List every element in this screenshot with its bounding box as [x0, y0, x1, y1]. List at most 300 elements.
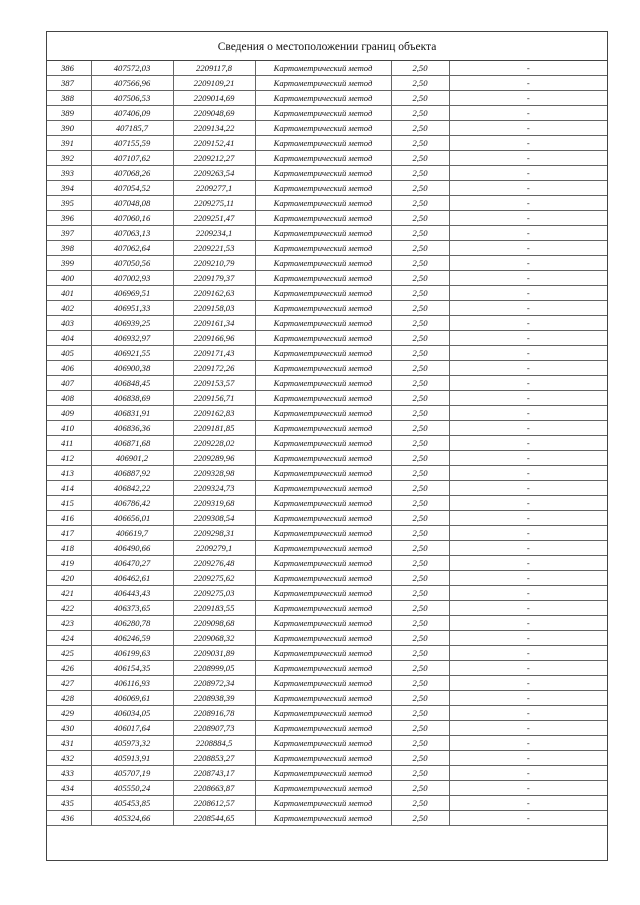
- y-coordinate-cell: 2209172,26: [173, 361, 255, 376]
- y-coordinate-cell: 2209275,62: [173, 571, 255, 586]
- note-cell: -: [449, 721, 607, 736]
- accuracy-cell: 2,50: [391, 406, 449, 421]
- method-cell: Картометрический метод: [255, 556, 391, 571]
- y-coordinate-cell: 2209171,43: [173, 346, 255, 361]
- method-cell: Картометрический метод: [255, 91, 391, 106]
- point-number-cell: 424: [47, 631, 91, 646]
- table-row: [47, 196, 607, 211]
- method-cell: Картометрический метод: [255, 61, 391, 76]
- note-cell: -: [449, 346, 607, 361]
- table-row: [47, 616, 607, 631]
- note-cell: -: [449, 571, 607, 586]
- y-coordinate-cell: 2209117,8: [173, 61, 255, 76]
- accuracy-cell: 2,50: [391, 331, 449, 346]
- method-cell: Картометрический метод: [255, 196, 391, 211]
- x-coordinate-cell: 406887,92: [91, 466, 173, 481]
- coordinates-table-body: [47, 61, 607, 826]
- table-row: [47, 376, 607, 391]
- table-row: [47, 451, 607, 466]
- x-coordinate-cell: 405913,91: [91, 751, 173, 766]
- y-coordinate-cell: 2208972,34: [173, 676, 255, 691]
- point-number-cell: 418: [47, 541, 91, 556]
- accuracy-cell: 2,50: [391, 661, 449, 676]
- point-number-cell: 406: [47, 361, 91, 376]
- point-number-cell: 387: [47, 76, 91, 91]
- note-cell: -: [449, 91, 607, 106]
- y-coordinate-cell: 2208663,87: [173, 781, 255, 796]
- table-row: [47, 151, 607, 166]
- table-row: [47, 556, 607, 571]
- y-coordinate-cell: 2209319,68: [173, 496, 255, 511]
- x-coordinate-cell: 406373,65: [91, 601, 173, 616]
- y-coordinate-cell: 2209263,54: [173, 166, 255, 181]
- x-coordinate-cell: 406199,63: [91, 646, 173, 661]
- table-row: [47, 211, 607, 226]
- accuracy-cell: 2,50: [391, 346, 449, 361]
- note-cell: -: [449, 601, 607, 616]
- accuracy-cell: 2,50: [391, 481, 449, 496]
- x-coordinate-cell: 406619,7: [91, 526, 173, 541]
- point-number-cell: 417: [47, 526, 91, 541]
- point-number-cell: 399: [47, 256, 91, 271]
- accuracy-cell: 2,50: [391, 256, 449, 271]
- table-row: [47, 301, 607, 316]
- table-row: [47, 691, 607, 706]
- table-row: [47, 346, 607, 361]
- accuracy-cell: 2,50: [391, 571, 449, 586]
- x-coordinate-cell: 406069,61: [91, 691, 173, 706]
- point-number-cell: 434: [47, 781, 91, 796]
- y-coordinate-cell: 2209109,21: [173, 76, 255, 91]
- table-row: [47, 631, 607, 646]
- accuracy-cell: 2,50: [391, 496, 449, 511]
- x-coordinate-cell: 406831,91: [91, 406, 173, 421]
- y-coordinate-cell: 2209098,68: [173, 616, 255, 631]
- y-coordinate-cell: 2208916,78: [173, 706, 255, 721]
- x-coordinate-cell: 407155,59: [91, 136, 173, 151]
- point-number-cell: 407: [47, 376, 91, 391]
- accuracy-cell: 2,50: [391, 691, 449, 706]
- y-coordinate-cell: 2209014,69: [173, 91, 255, 106]
- x-coordinate-cell: 406901,2: [91, 451, 173, 466]
- point-number-cell: 430: [47, 721, 91, 736]
- point-number-cell: 415: [47, 496, 91, 511]
- accuracy-cell: 2,50: [391, 616, 449, 631]
- x-coordinate-cell: 405324,66: [91, 811, 173, 826]
- x-coordinate-cell: 407063,13: [91, 226, 173, 241]
- x-coordinate-cell: 406280,78: [91, 616, 173, 631]
- note-cell: -: [449, 646, 607, 661]
- accuracy-cell: 2,50: [391, 721, 449, 736]
- table-row: [47, 286, 607, 301]
- table-row: [47, 181, 607, 196]
- method-cell: Картометрический метод: [255, 616, 391, 631]
- y-coordinate-cell: 2208544,65: [173, 811, 255, 826]
- method-cell: Картометрический метод: [255, 181, 391, 196]
- point-number-cell: 400: [47, 271, 91, 286]
- note-cell: -: [449, 586, 607, 601]
- accuracy-cell: 2,50: [391, 181, 449, 196]
- table-row: [47, 361, 607, 376]
- point-number-cell: 405: [47, 346, 91, 361]
- method-cell: Картометрический метод: [255, 421, 391, 436]
- x-coordinate-cell: 407002,93: [91, 271, 173, 286]
- accuracy-cell: 2,50: [391, 316, 449, 331]
- table-row: [47, 391, 607, 406]
- method-cell: Картометрический метод: [255, 646, 391, 661]
- table-row: [47, 271, 607, 286]
- method-cell: Картометрический метод: [255, 436, 391, 451]
- point-number-cell: 393: [47, 166, 91, 181]
- note-cell: -: [449, 436, 607, 451]
- method-cell: Картометрический метод: [255, 721, 391, 736]
- point-number-cell: 408: [47, 391, 91, 406]
- accuracy-cell: 2,50: [391, 301, 449, 316]
- method-cell: Картометрический метод: [255, 736, 391, 751]
- method-cell: Картометрический метод: [255, 346, 391, 361]
- accuracy-cell: 2,50: [391, 526, 449, 541]
- note-cell: -: [449, 481, 607, 496]
- y-coordinate-cell: 2209279,1: [173, 541, 255, 556]
- point-number-cell: 433: [47, 766, 91, 781]
- method-cell: Картометрический метод: [255, 496, 391, 511]
- point-number-cell: 391: [47, 136, 91, 151]
- table-row: [47, 136, 607, 151]
- accuracy-cell: 2,50: [391, 241, 449, 256]
- method-cell: Картометрический метод: [255, 676, 391, 691]
- table-row: [47, 796, 607, 811]
- table-row: [47, 331, 607, 346]
- method-cell: Картометрический метод: [255, 541, 391, 556]
- table-row: [47, 241, 607, 256]
- accuracy-cell: 2,50: [391, 211, 449, 226]
- point-number-cell: 412: [47, 451, 91, 466]
- point-number-cell: 426: [47, 661, 91, 676]
- x-coordinate-cell: 406034,05: [91, 706, 173, 721]
- y-coordinate-cell: 2208884,5: [173, 736, 255, 751]
- y-coordinate-cell: 2209152,41: [173, 136, 255, 151]
- note-cell: -: [449, 181, 607, 196]
- accuracy-cell: 2,50: [391, 421, 449, 436]
- accuracy-cell: 2,50: [391, 706, 449, 721]
- note-cell: -: [449, 151, 607, 166]
- note-cell: -: [449, 136, 607, 151]
- note-cell: -: [449, 76, 607, 91]
- x-coordinate-cell: 406116,93: [91, 676, 173, 691]
- point-number-cell: 392: [47, 151, 91, 166]
- note-cell: -: [449, 751, 607, 766]
- table-row: [47, 61, 607, 76]
- x-coordinate-cell: 406786,42: [91, 496, 173, 511]
- point-number-cell: 389: [47, 106, 91, 121]
- table-row: [47, 406, 607, 421]
- y-coordinate-cell: 2209275,11: [173, 196, 255, 211]
- method-cell: Картометрический метод: [255, 376, 391, 391]
- point-number-cell: 429: [47, 706, 91, 721]
- x-coordinate-cell: 407050,56: [91, 256, 173, 271]
- x-coordinate-cell: 405550,24: [91, 781, 173, 796]
- note-cell: -: [449, 631, 607, 646]
- y-coordinate-cell: 2209162,83: [173, 406, 255, 421]
- x-coordinate-cell: 407572,03: [91, 61, 173, 76]
- table-row: [47, 316, 607, 331]
- y-coordinate-cell: 2209153,57: [173, 376, 255, 391]
- table-row: [47, 421, 607, 436]
- accuracy-cell: 2,50: [391, 436, 449, 451]
- point-number-cell: 386: [47, 61, 91, 76]
- x-coordinate-cell: 406462,61: [91, 571, 173, 586]
- accuracy-cell: 2,50: [391, 811, 449, 826]
- y-coordinate-cell: 2209031,89: [173, 646, 255, 661]
- note-cell: -: [449, 691, 607, 706]
- y-coordinate-cell: 2209048,69: [173, 106, 255, 121]
- note-cell: -: [449, 556, 607, 571]
- y-coordinate-cell: 2208612,57: [173, 796, 255, 811]
- accuracy-cell: 2,50: [391, 151, 449, 166]
- table-row: [47, 706, 607, 721]
- note-cell: -: [449, 121, 607, 136]
- y-coordinate-cell: 2209275,03: [173, 586, 255, 601]
- y-coordinate-cell: 2209276,48: [173, 556, 255, 571]
- accuracy-cell: 2,50: [391, 781, 449, 796]
- x-coordinate-cell: 407048,08: [91, 196, 173, 211]
- point-number-cell: 395: [47, 196, 91, 211]
- x-coordinate-cell: 406951,33: [91, 301, 173, 316]
- x-coordinate-cell: 407506,53: [91, 91, 173, 106]
- point-number-cell: 421: [47, 586, 91, 601]
- note-cell: -: [449, 496, 607, 511]
- table-row: [47, 226, 607, 241]
- point-number-cell: 428: [47, 691, 91, 706]
- method-cell: Картометрический метод: [255, 766, 391, 781]
- table-row: [47, 661, 607, 676]
- note-cell: -: [449, 196, 607, 211]
- y-coordinate-cell: 2209161,34: [173, 316, 255, 331]
- method-cell: Картометрический метод: [255, 451, 391, 466]
- method-cell: Картометрический метод: [255, 511, 391, 526]
- accuracy-cell: 2,50: [391, 796, 449, 811]
- accuracy-cell: 2,50: [391, 676, 449, 691]
- point-number-cell: 397: [47, 226, 91, 241]
- table-row: [47, 571, 607, 586]
- point-number-cell: 425: [47, 646, 91, 661]
- accuracy-cell: 2,50: [391, 286, 449, 301]
- table-row: [47, 511, 607, 526]
- accuracy-cell: 2,50: [391, 391, 449, 406]
- note-cell: -: [449, 736, 607, 751]
- accuracy-cell: 2,50: [391, 226, 449, 241]
- method-cell: Картометрический метод: [255, 811, 391, 826]
- accuracy-cell: 2,50: [391, 106, 449, 121]
- y-coordinate-cell: 2209068,32: [173, 631, 255, 646]
- table-row: [47, 586, 607, 601]
- y-coordinate-cell: 2209183,55: [173, 601, 255, 616]
- y-coordinate-cell: 2209324,73: [173, 481, 255, 496]
- method-cell: Картометрический метод: [255, 106, 391, 121]
- note-cell: -: [449, 526, 607, 541]
- method-cell: Картометрический метод: [255, 76, 391, 91]
- point-number-cell: 398: [47, 241, 91, 256]
- y-coordinate-cell: 2209181,85: [173, 421, 255, 436]
- method-cell: Картометрический метод: [255, 286, 391, 301]
- x-coordinate-cell: 406246,59: [91, 631, 173, 646]
- y-coordinate-cell: 2209234,1: [173, 226, 255, 241]
- note-cell: -: [449, 511, 607, 526]
- y-coordinate-cell: 2209228,02: [173, 436, 255, 451]
- table-row: [47, 166, 607, 181]
- accuracy-cell: 2,50: [391, 121, 449, 136]
- x-coordinate-cell: 406490,66: [91, 541, 173, 556]
- x-coordinate-cell: 406848,45: [91, 376, 173, 391]
- point-number-cell: 396: [47, 211, 91, 226]
- table-row: [47, 781, 607, 796]
- note-cell: -: [449, 676, 607, 691]
- note-cell: -: [449, 106, 607, 121]
- point-number-cell: 422: [47, 601, 91, 616]
- sheet-title: Сведения о местоположении границ объекта: [47, 32, 607, 61]
- point-number-cell: 402: [47, 301, 91, 316]
- y-coordinate-cell: 2209134,22: [173, 121, 255, 136]
- method-cell: Картометрический метод: [255, 151, 391, 166]
- method-cell: Картометрический метод: [255, 466, 391, 481]
- x-coordinate-cell: 407107,62: [91, 151, 173, 166]
- point-number-cell: 394: [47, 181, 91, 196]
- note-cell: -: [449, 166, 607, 181]
- table-row: [47, 811, 607, 826]
- method-cell: Картометрический метод: [255, 256, 391, 271]
- note-cell: -: [449, 466, 607, 481]
- note-cell: -: [449, 256, 607, 271]
- accuracy-cell: 2,50: [391, 361, 449, 376]
- point-number-cell: 432: [47, 751, 91, 766]
- table-row: [47, 256, 607, 271]
- method-cell: Картометрический метод: [255, 301, 391, 316]
- point-number-cell: 388: [47, 91, 91, 106]
- point-number-cell: 390: [47, 121, 91, 136]
- method-cell: Картометрический метод: [255, 271, 391, 286]
- accuracy-cell: 2,50: [391, 586, 449, 601]
- method-cell: Картометрический метод: [255, 136, 391, 151]
- table-row: [47, 601, 607, 616]
- method-cell: Картометрический метод: [255, 631, 391, 646]
- x-coordinate-cell: 406969,51: [91, 286, 173, 301]
- y-coordinate-cell: 2209210,79: [173, 256, 255, 271]
- note-cell: -: [449, 781, 607, 796]
- point-number-cell: 413: [47, 466, 91, 481]
- point-number-cell: 423: [47, 616, 91, 631]
- y-coordinate-cell: 2209251,47: [173, 211, 255, 226]
- accuracy-cell: 2,50: [391, 511, 449, 526]
- method-cell: Картометрический метод: [255, 316, 391, 331]
- table-row: [47, 466, 607, 481]
- point-number-cell: 404: [47, 331, 91, 346]
- accuracy-cell: 2,50: [391, 556, 449, 571]
- table-row: [47, 121, 607, 136]
- x-coordinate-cell: 407406,09: [91, 106, 173, 121]
- point-number-cell: 416: [47, 511, 91, 526]
- note-cell: -: [449, 226, 607, 241]
- method-cell: Картометрический метод: [255, 796, 391, 811]
- x-coordinate-cell: 406842,22: [91, 481, 173, 496]
- method-cell: Картометрический метод: [255, 526, 391, 541]
- x-coordinate-cell: 406939,25: [91, 316, 173, 331]
- note-cell: -: [449, 316, 607, 331]
- point-number-cell: 419: [47, 556, 91, 571]
- accuracy-cell: 2,50: [391, 61, 449, 76]
- note-cell: -: [449, 706, 607, 721]
- accuracy-cell: 2,50: [391, 541, 449, 556]
- y-coordinate-cell: 2208743,17: [173, 766, 255, 781]
- method-cell: Картометрический метод: [255, 481, 391, 496]
- point-number-cell: 420: [47, 571, 91, 586]
- x-coordinate-cell: 406921,55: [91, 346, 173, 361]
- method-cell: Картометрический метод: [255, 691, 391, 706]
- note-cell: -: [449, 406, 607, 421]
- y-coordinate-cell: 2208907,73: [173, 721, 255, 736]
- point-number-cell: 401: [47, 286, 91, 301]
- note-cell: -: [449, 421, 607, 436]
- table-row: [47, 526, 607, 541]
- accuracy-cell: 2,50: [391, 196, 449, 211]
- method-cell: Картометрический метод: [255, 706, 391, 721]
- y-coordinate-cell: 2208853,27: [173, 751, 255, 766]
- accuracy-cell: 2,50: [391, 631, 449, 646]
- accuracy-cell: 2,50: [391, 646, 449, 661]
- y-coordinate-cell: 2209179,37: [173, 271, 255, 286]
- x-coordinate-cell: 406656,01: [91, 511, 173, 526]
- note-cell: -: [449, 391, 607, 406]
- method-cell: Картометрический метод: [255, 601, 391, 616]
- note-cell: -: [449, 616, 607, 631]
- table-row: [47, 736, 607, 751]
- note-cell: -: [449, 376, 607, 391]
- accuracy-cell: 2,50: [391, 466, 449, 481]
- boundary-info-sheet: [46, 31, 608, 861]
- method-cell: Картометрический метод: [255, 241, 391, 256]
- x-coordinate-cell: 407068,26: [91, 166, 173, 181]
- y-coordinate-cell: 2209298,31: [173, 526, 255, 541]
- table-row: [47, 721, 607, 736]
- accuracy-cell: 2,50: [391, 76, 449, 91]
- accuracy-cell: 2,50: [391, 766, 449, 781]
- note-cell: -: [449, 766, 607, 781]
- method-cell: Картометрический метод: [255, 751, 391, 766]
- note-cell: -: [449, 286, 607, 301]
- note-cell: -: [449, 301, 607, 316]
- point-number-cell: 431: [47, 736, 91, 751]
- x-coordinate-cell: 406932,97: [91, 331, 173, 346]
- table-row: [47, 91, 607, 106]
- x-coordinate-cell: 406871,68: [91, 436, 173, 451]
- x-coordinate-cell: 406443,43: [91, 586, 173, 601]
- point-number-cell: 427: [47, 676, 91, 691]
- x-coordinate-cell: 407060,16: [91, 211, 173, 226]
- method-cell: Картометрический метод: [255, 406, 391, 421]
- point-number-cell: 435: [47, 796, 91, 811]
- table-row: [47, 676, 607, 691]
- note-cell: -: [449, 541, 607, 556]
- note-cell: -: [449, 211, 607, 226]
- point-number-cell: 409: [47, 406, 91, 421]
- x-coordinate-cell: 407054,52: [91, 181, 173, 196]
- x-coordinate-cell: 405453,85: [91, 796, 173, 811]
- y-coordinate-cell: 2209328,98: [173, 466, 255, 481]
- method-cell: Картометрический метод: [255, 121, 391, 136]
- table-row: [47, 106, 607, 121]
- method-cell: Картометрический метод: [255, 361, 391, 376]
- y-coordinate-cell: 2209158,03: [173, 301, 255, 316]
- table-row: [47, 751, 607, 766]
